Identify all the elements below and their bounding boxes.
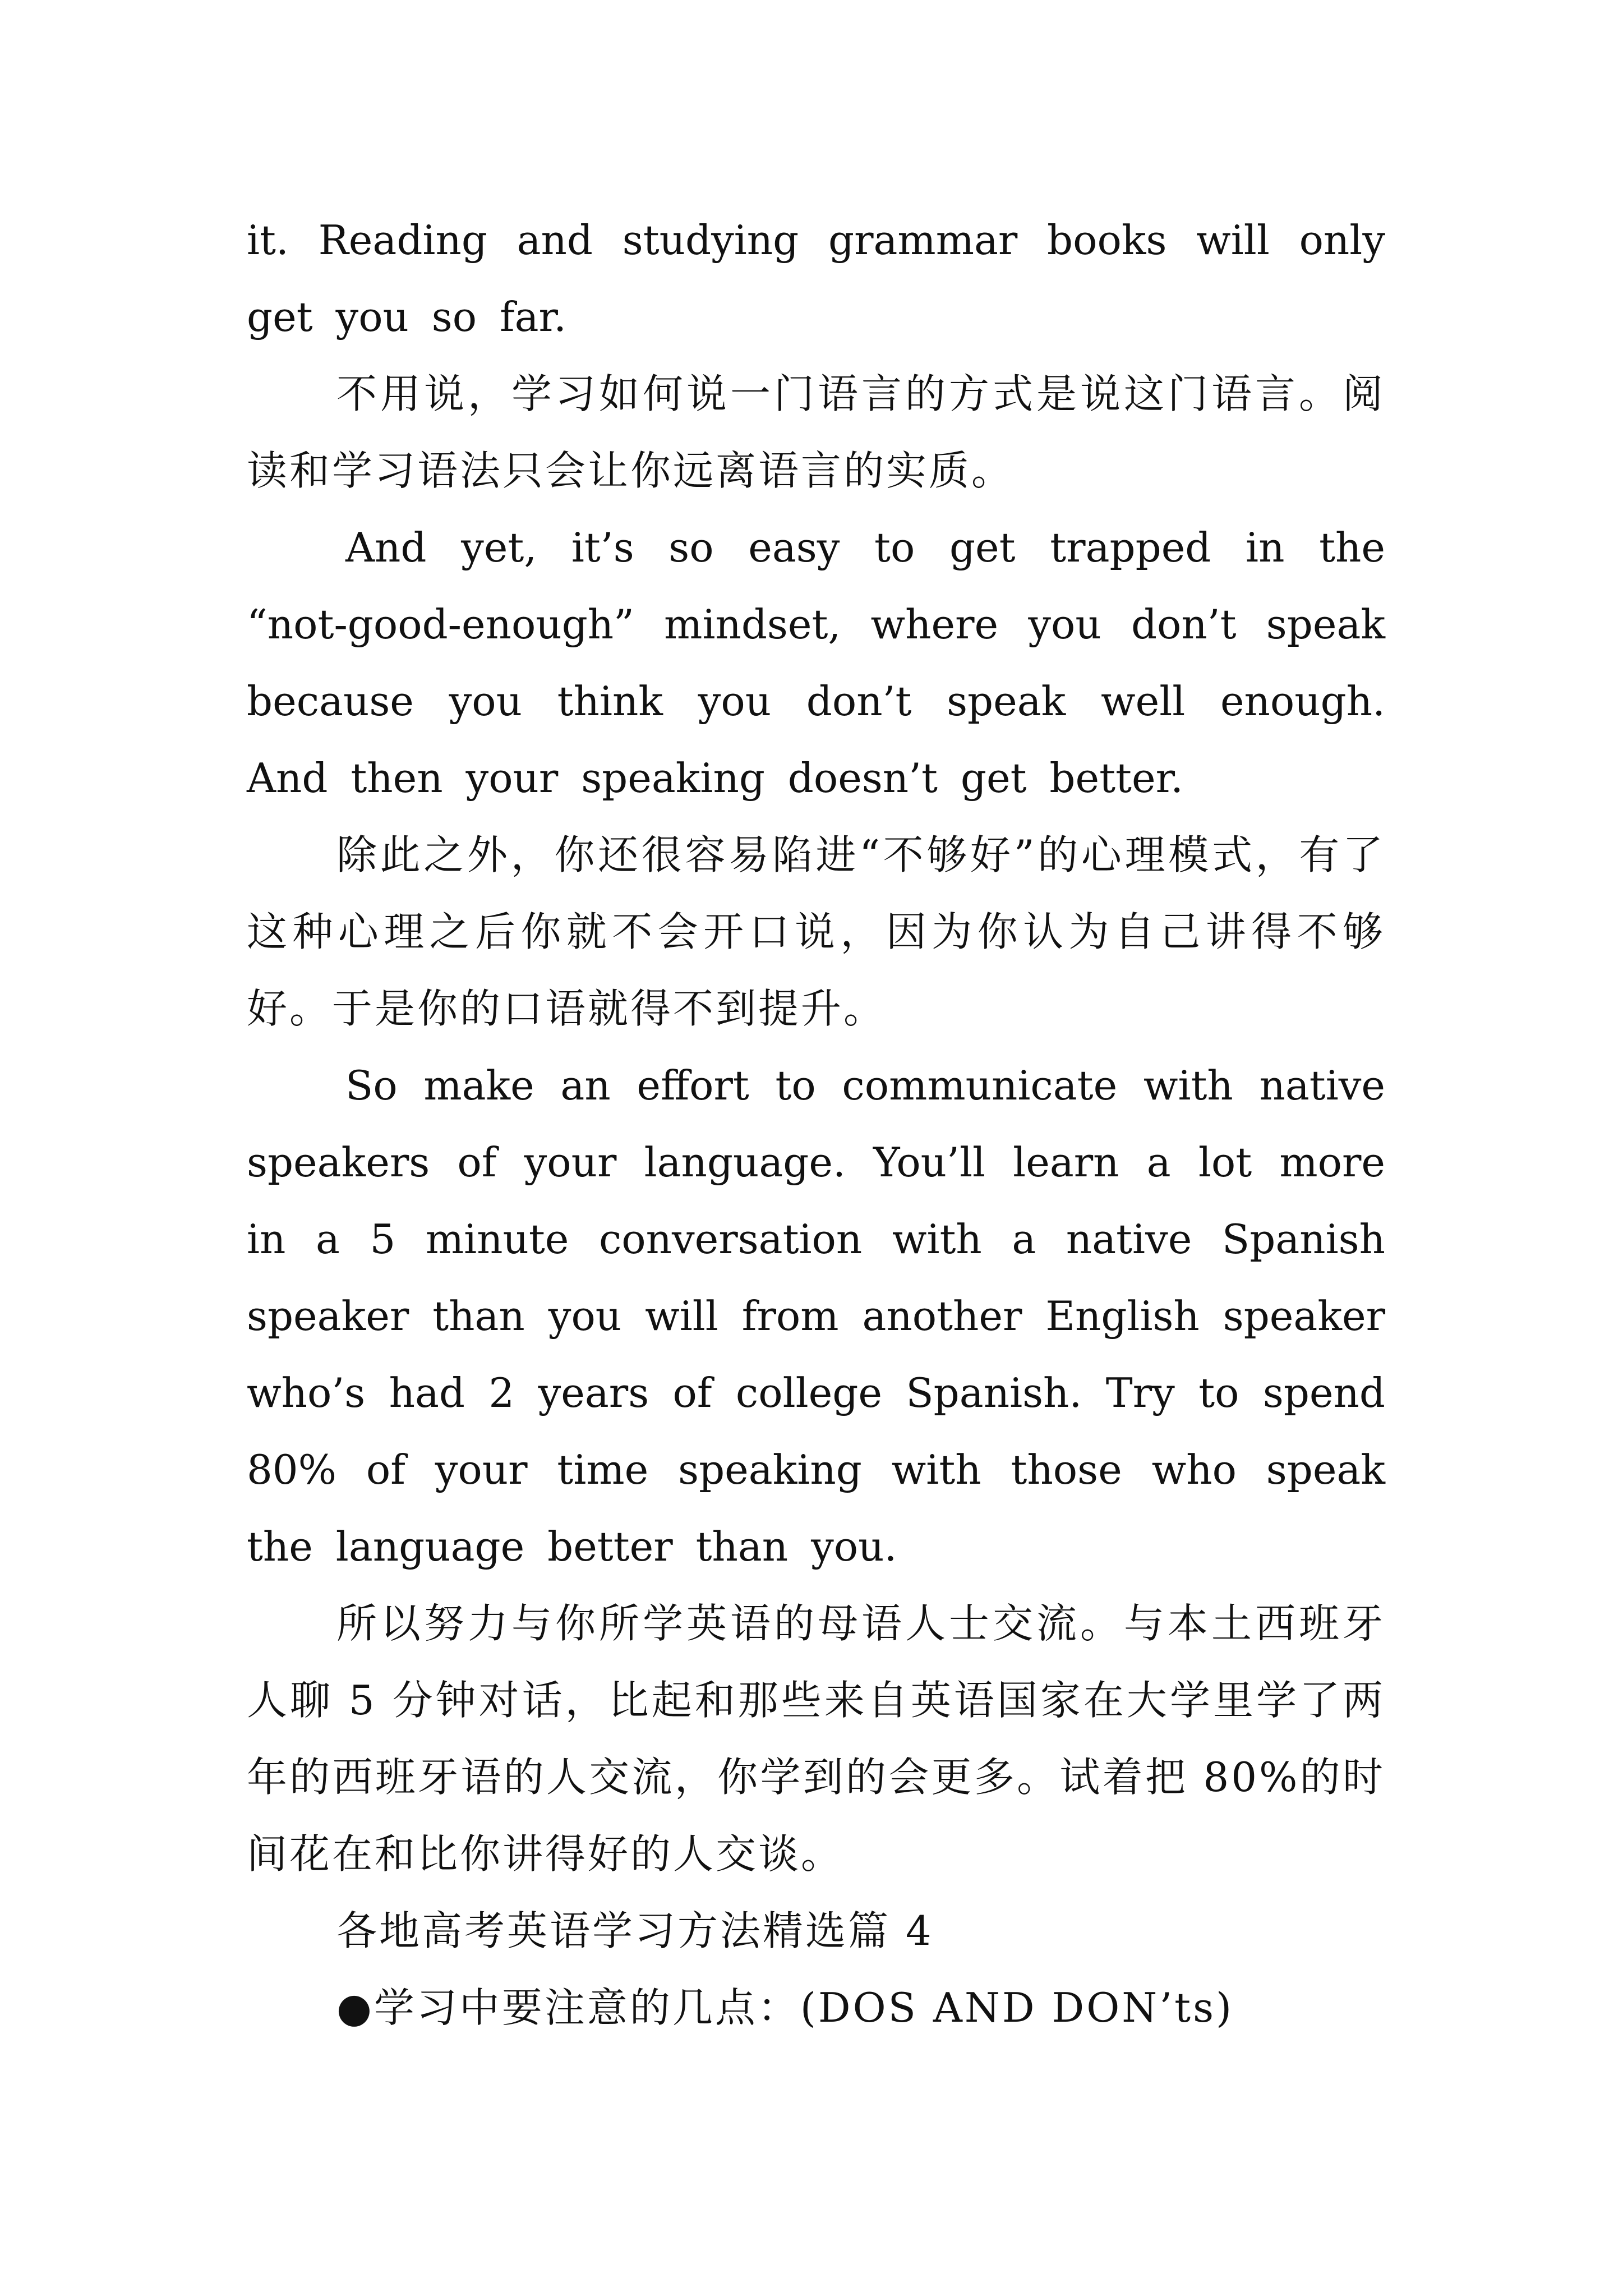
paragraph-chinese-2: 除此之外，你还很容易陷进“不够好”的心理模式，有了这种心理之后你就不会开口说，因为你认为自己讲得不够好。于是你的口语就得不到提升。 bbox=[247, 831, 1385, 1032]
section-heading: 各地高考英语学习方法精选篇 4 bbox=[336, 1907, 934, 1954]
paragraph-english-3: So make an effort to communicate with native speakers of your language. You’ll learn a lot more in a 5 minute conversation with a native Spanish speaker than you will from another English speaker who’s had 2 years of college Spanish. Try to spend 80% of your time speaking with those who speak the language better than you. bbox=[247, 1062, 1385, 1570]
paragraph-chinese-3: 所以努力与你所学英语的母语人士交流。与本土西班牙人聊 5 分钟对话，比起和那些来自英语国家在大学里学了两年的西班牙语的人交流，你学到的会更多。试着把 80%的时间花在和比你讲得好的人交谈。 bbox=[247, 1600, 1385, 1878]
document-page bbox=[247, 202, 1385, 2046]
paragraph-english-continuation: it. Reading and studying grammar books will only get you so far. bbox=[247, 217, 1385, 341]
paragraph-chinese-1: 不用说，学习如何说一门语言的方式是说这门语言。阅读和学习语法只会让你远离语言的实质。 bbox=[247, 370, 1385, 494]
bullet-heading: ●学习中要注意的几点：(DOS AND DON’ts) bbox=[336, 1984, 1234, 2031]
paragraph-english-2: And yet, it’s so easy to get trapped in the “not-good-enough” mindset, where you don’t speak because you think you don’t speak well enough. And then your speaking doesn’t get better. bbox=[247, 524, 1385, 802]
